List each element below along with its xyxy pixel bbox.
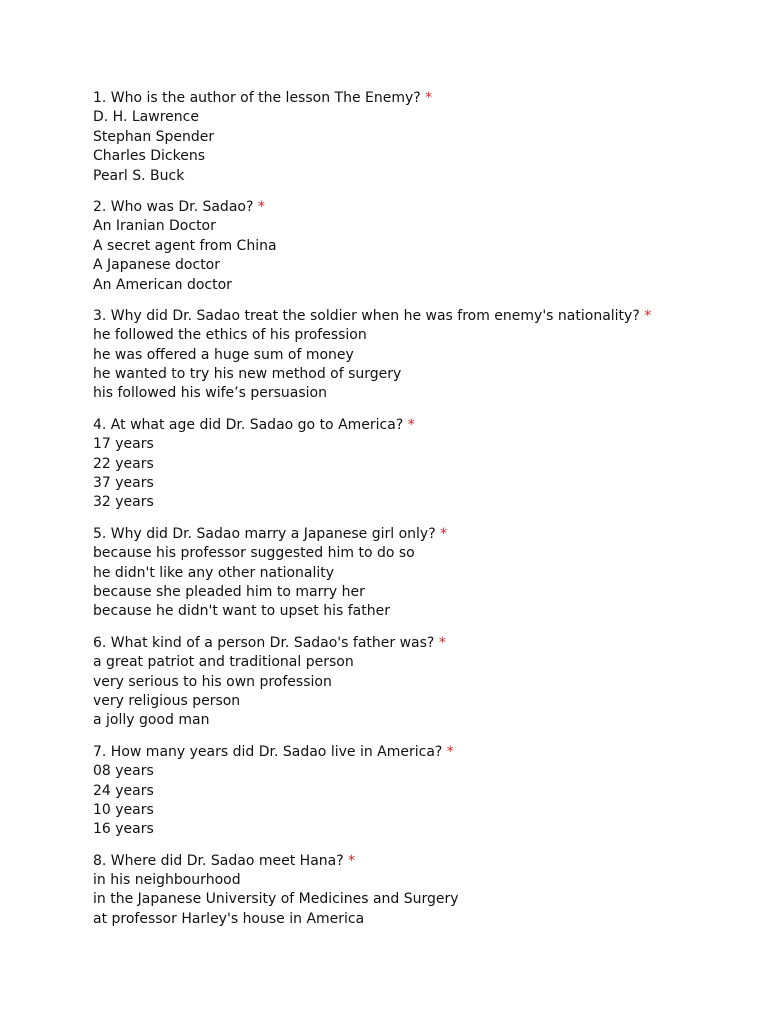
question-prompt-line xyxy=(93,634,753,653)
question-prompt-line xyxy=(93,89,753,108)
answer-option: A secret agent from China xyxy=(93,237,277,254)
question-prompt-line xyxy=(93,198,753,217)
answer-option: Pearl S. Buck xyxy=(93,167,185,184)
question-prompt-line xyxy=(93,743,753,762)
question-block xyxy=(93,416,753,513)
question-block xyxy=(93,525,753,622)
required-asterisk: * xyxy=(440,525,448,542)
answer-option: 17 years xyxy=(93,436,154,453)
answer-option: An American doctor xyxy=(93,276,232,293)
required-asterisk: * xyxy=(257,198,265,215)
question-prompt-line xyxy=(93,307,753,326)
answer-option: his followed his wife’s persuasion xyxy=(93,385,327,402)
question-prompt: 2. Who was Dr. Sadao? xyxy=(93,198,254,215)
question-prompt-line xyxy=(93,416,753,435)
question-prompt: 1. Who is the author of the lesson The Enemy? xyxy=(93,90,421,106)
question-prompt: 6. What kind of a person Dr. Sadao's father was? xyxy=(93,634,435,651)
answer-option: 37 years xyxy=(93,475,154,492)
answer-option: Stephan Spender xyxy=(93,128,215,145)
question-block xyxy=(93,89,753,186)
quiz-document xyxy=(93,89,753,941)
question-prompt: 4. At what age did Dr. Sadao go to America? xyxy=(93,416,404,433)
answer-option: Charles Dickens xyxy=(93,148,205,165)
required-asterisk: * xyxy=(407,416,415,433)
required-asterisk: * xyxy=(644,307,652,324)
answer-option: A Japanese doctor xyxy=(93,257,221,274)
required-asterisk: * xyxy=(438,634,446,651)
question-prompt: 8. Where did Dr. Sadao meet Hana? xyxy=(93,852,344,869)
question-block xyxy=(93,634,753,731)
question-block xyxy=(93,307,753,404)
question-block xyxy=(93,198,753,295)
required-asterisk: * xyxy=(425,90,433,106)
answer-option: 16 years xyxy=(93,821,154,838)
answer-option: in his neighbourhood xyxy=(93,872,241,889)
answer-option: he was offered a huge sum of money xyxy=(93,346,354,363)
answer-option: very serious to his own profession xyxy=(93,673,332,690)
question-prompt-line xyxy=(93,525,753,544)
answer-option: because his professor suggested him to do so xyxy=(93,545,415,562)
required-asterisk: * xyxy=(446,743,454,760)
answer-option: a great patriot and traditional person xyxy=(93,654,354,671)
answer-option: he didn't like any other nationality xyxy=(93,564,335,581)
question-prompt: 3. Why did Dr. Sadao treat the soldier when he was from enemy's nationality? xyxy=(93,307,640,324)
answer-option: in the Japanese University of Medicines and Surgery xyxy=(93,891,459,908)
question-block xyxy=(93,743,753,840)
answer-option: 08 years xyxy=(93,763,154,780)
question-prompt-line xyxy=(93,852,753,871)
answer-option: 10 years xyxy=(93,801,154,818)
answer-option: a jolly good man xyxy=(93,712,210,729)
question-block xyxy=(93,852,753,930)
required-asterisk: * xyxy=(348,852,356,869)
question-prompt: 5. Why did Dr. Sadao marry a Japanese girl only? xyxy=(93,525,436,542)
answer-option: 22 years xyxy=(93,455,154,472)
answer-option: very religious person xyxy=(93,692,241,709)
answer-option: D. H. Lawrence xyxy=(93,109,199,126)
answer-option: 32 years xyxy=(93,494,154,511)
answer-option: he followed the ethics of his profession xyxy=(93,327,367,344)
answer-option: An Iranian Doctor xyxy=(93,218,216,235)
answer-option: at professor Harley's house in America xyxy=(93,910,365,927)
question-prompt: 7. How many years did Dr. Sadao live in America? xyxy=(93,743,443,760)
answer-option: because she pleaded him to marry her xyxy=(93,583,365,600)
answer-option: 24 years xyxy=(93,782,154,799)
answer-option: because he didn't want to upset his father xyxy=(93,603,390,620)
answer-option: he wanted to try his new method of surgery xyxy=(93,366,402,383)
